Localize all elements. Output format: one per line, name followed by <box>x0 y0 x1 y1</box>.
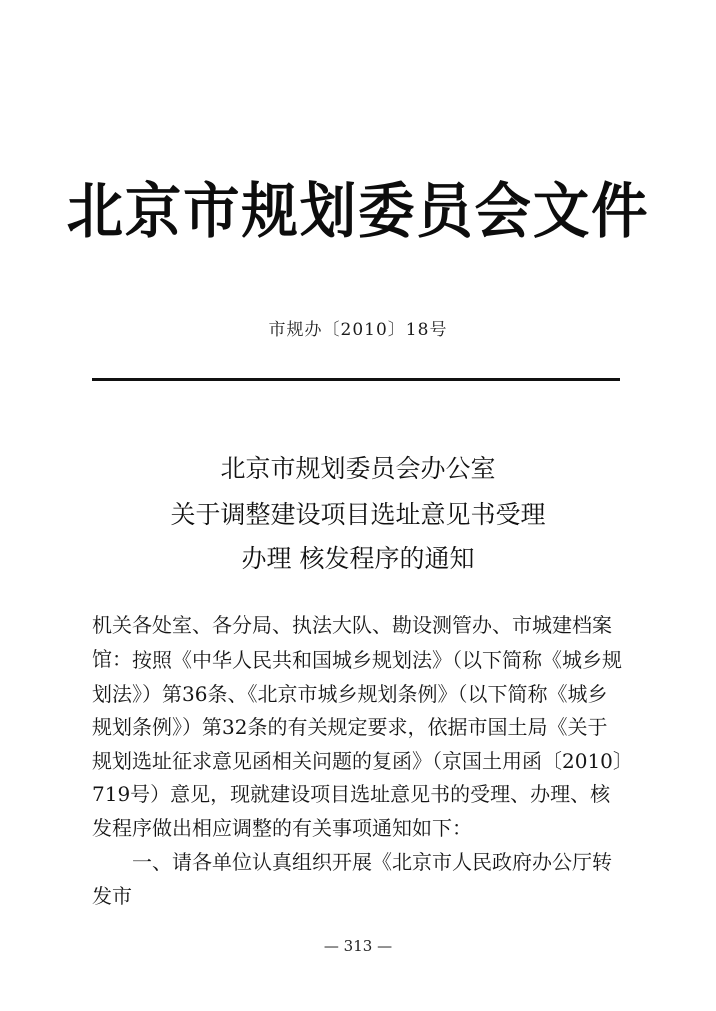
notice-title-line-1: 北京市规划委员会办公室 <box>220 454 496 483</box>
page-number: — 313 — <box>323 937 393 955</box>
addressee: 机关各处室、各分局、执法大队、勘设测管办、市城建档案馆： <box>92 613 612 671</box>
body-paragraph-1: 按照《中华人民共和国城乡规划法》（以下简称《城乡规划法》）第36条、《北京市城乡规划条例》（以下简称《城乡规划条例》）第32条的有关规定要求，依据市国土局《关于规划选址征求意见函相关问题的复函》（京国土用函〔2010〕719号）意见，现就建设项目选址意见书的受理、办理、核发程序做出相应调整的有关事项通知如下： <box>92 648 623 840</box>
notice-title-line-2: 关于调整建设项目选址意见书受理 <box>170 500 546 529</box>
document-number: 市规办〔2010〕18号 <box>268 320 448 340</box>
notice-title-line-3: 办理 核发程序的通知 <box>241 544 475 573</box>
body-paragraph-2: 一、请各单位认真组织开展《北京市人民政府办公厅转发市 <box>92 850 612 908</box>
header-divider <box>92 378 620 381</box>
document-masthead: 北京市规划委员会文件 <box>66 177 650 247</box>
